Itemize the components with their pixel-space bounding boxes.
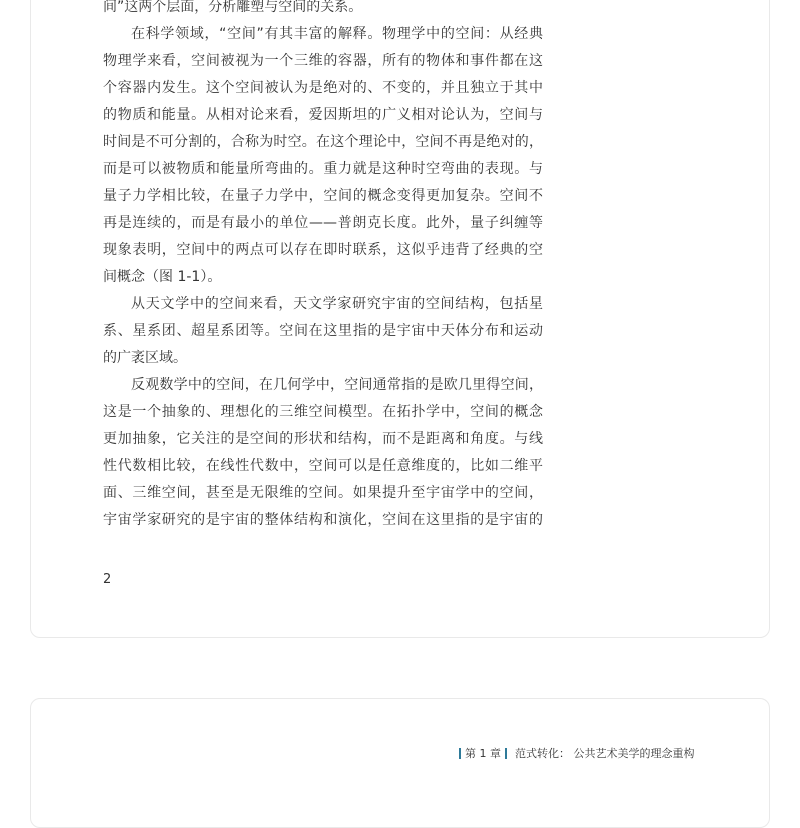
text-line: 而是可以被物质和能量所弯曲的。重力就是这种时空弯曲的表现。与 — [103, 161, 543, 177]
text-line: 宇宙学家研究的是宇宙的整体结构和演化，空间在这里指的是宇宙的 — [103, 512, 543, 528]
text-line: 更加抽象，它关注的是空间的形状和结构，而不是距离和角度。与线 — [103, 431, 543, 447]
body-text — [103, 0, 543, 534]
page-card-2 — [30, 0, 770, 638]
chapter-label: 第 1 章 — [465, 747, 501, 760]
chapter-title: 范式转化： 公共艺术美学的理念重构 — [515, 747, 695, 760]
text-line: 面、三维空间，甚至是无限维的空间。如果提升至宇宙学中的空间， — [103, 485, 543, 501]
text-line: 系、星系团、超星系团等。空间在这里指的是宇宙中天体分布和运动 — [103, 323, 543, 339]
text-line: 的物质和能量。从相对论来看，爱因斯坦的广义相对论认为，空间与 — [103, 107, 543, 123]
text-line: 物理学来看，空间被视为一个三维的容器，所有的物体和事件都在这 — [103, 53, 543, 69]
page-card-3 — [30, 698, 770, 828]
text-line: 这是一个抽象的、理想化的三维空间模型。在拓扑学中，空间的概念 — [103, 404, 543, 420]
text-line: 个容器内发生。这个空间被认为是绝对的、不变的，并且独立于其中 — [103, 80, 543, 96]
text-line: 间”这两个层面，分析雕塑与空间的关系。 — [103, 0, 363, 15]
text-line: 量子力学相比较，在量子力学中，空间的概念变得更加复杂。空间不 — [103, 188, 543, 204]
page-number: 2 — [103, 572, 112, 587]
text-line: 从天文学中的空间来看，天文学家研究宇宙的空间结构，包括星 — [131, 296, 543, 312]
text-line: 的广袤区域。 — [103, 350, 187, 366]
text-line: 再是连续的，而是有最小的单位——普朗克长度。此外，量子纠缠等 — [103, 215, 543, 231]
header-accent-bar — [459, 748, 461, 759]
text-line: 时间是不可分割的，合称为时空。在这个理论中，空间不再是绝对的， — [103, 134, 543, 150]
text-line: 在科学领域，“空间”有其丰富的解释。物理学中的空间：从经典 — [131, 26, 543, 42]
header-accent-bar — [505, 748, 507, 759]
text-line: 性代数相比较，在线性代数中，空间可以是任意维度的，比如二维平 — [103, 458, 543, 474]
running-header — [459, 745, 695, 761]
text-line: 间概念（图 1-1）。 — [103, 269, 222, 285]
text-line: 现象表明，空间中的两点可以存在即时联系，这似乎违背了经典的空 — [103, 242, 543, 258]
text-line: 反观数学中的空间，在几何学中，空间通常指的是欧几里得空间， — [131, 377, 543, 393]
